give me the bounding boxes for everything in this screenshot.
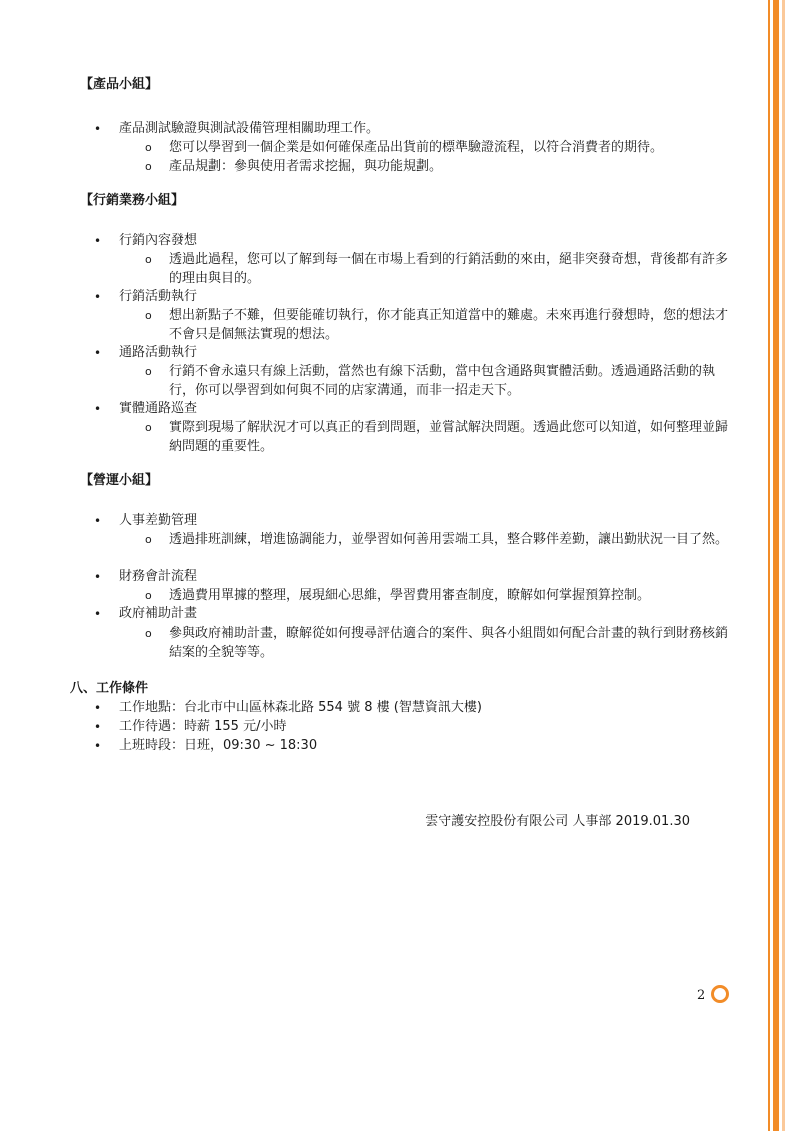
- list-item-label: 人事差勤管理: [119, 513, 198, 528]
- sub-list-item: [145, 250, 730, 288]
- condition-location: 工作地點：台北市中山區林森北路 554 號 8 樓 (智慧資訊大樓): [119, 700, 482, 715]
- sub-list-item-text: o 透過排班訓練，增進協調能力，並學習如何善用雲端工具，整合夥伴差勤，讓出勤狀況一目了然。: [169, 532, 729, 547]
- list-item-label: 政府補助計畫: [119, 606, 198, 621]
- list-item-label: 通路活動執行: [119, 345, 198, 360]
- sub-list-item-text: o 產品規劃：參與使用者需求挖掘，與功能規劃。: [169, 159, 443, 174]
- sub-list-item: [145, 530, 730, 549]
- list-item-label: 行銷內容發想: [119, 233, 198, 248]
- sub-list-item-text: o 想出新點子不難，但要能確切執行，你才能真正知道當中的難處。未來再進行發想時，您的想法才不會只是個無法實現的想法。: [169, 308, 729, 342]
- page-number: 2: [697, 988, 706, 1003]
- sub-list-item: [145, 306, 730, 344]
- list-item-label: 產品測試驗證與測試設備管理相關助理工作。: [119, 121, 380, 136]
- edge-stripe-thin: [768, 0, 770, 1131]
- sub-list-item: [145, 586, 730, 605]
- section-title-conditions: 八、工作條件: [70, 681, 149, 696]
- sub-list-item: [145, 157, 730, 176]
- condition-pay: 工作待遇：時薪 155 元/小時: [119, 719, 287, 734]
- sub-list-item-text: o 您可以學習到一個企業是如何確保產品出貨前的標準驗證流程，以符合消費者的期待。: [169, 140, 664, 155]
- list-item-label: 行銷活動執行: [119, 289, 198, 304]
- edge-stripe-wide: [773, 0, 779, 1131]
- orange-ring-icon: [711, 985, 729, 1003]
- condition-hours: 上班時段：日班，09:30 ~ 18:30: [119, 738, 318, 753]
- sub-list-item: [145, 362, 730, 400]
- sub-list-item-text: o 實際到現場了解狀況才可以真正的看到問題，並嘗試解決問題。透過此您可以知道，如何整理並歸納問題的重要性。: [169, 420, 729, 454]
- sub-list-item-text: o 透過費用單據的整理，展現細心思維，學習費用審查制度，瞭解如何掌握預算控制。: [169, 588, 651, 603]
- section-title-product: 【產品小組】: [80, 77, 159, 92]
- list-item-label: 實體通路巡查: [119, 401, 198, 416]
- sub-list-item: [145, 418, 730, 456]
- sub-list-item: [145, 138, 730, 157]
- signature-line: 雲守護安控股份有限公司 人事部 2019.01.30: [425, 814, 690, 829]
- section-title-marketing: 【行銷業務小組】: [80, 193, 185, 208]
- sub-list-item-text: o 行銷不會永遠只有線上活動，當然也有線下活動，當中包含通路與實體活動。透過通路活動的執行，你可以學習到如何與不同的店家溝通，而非一招走天下。: [169, 364, 716, 398]
- section-title-operations: 【營運小組】: [80, 473, 159, 488]
- page-edge-decoration: [760, 0, 800, 1131]
- sub-list-item-text: o 透過此過程，您可以了解到每一個在市場上看到的行銷活動的來由，絕非突發奇想，背後都有許多的理由與目的。: [169, 252, 729, 286]
- sub-list-item-text: o 參與政府補助計畫，瞭解從如何搜尋評估適合的案件、與各小組間如何配合計畫的執行到財務核銷結案的全貌等等。: [169, 626, 729, 660]
- list-item-label: 財務會計流程: [119, 569, 198, 584]
- sub-list-item: [145, 624, 730, 662]
- edge-stripe-light: [782, 0, 785, 1131]
